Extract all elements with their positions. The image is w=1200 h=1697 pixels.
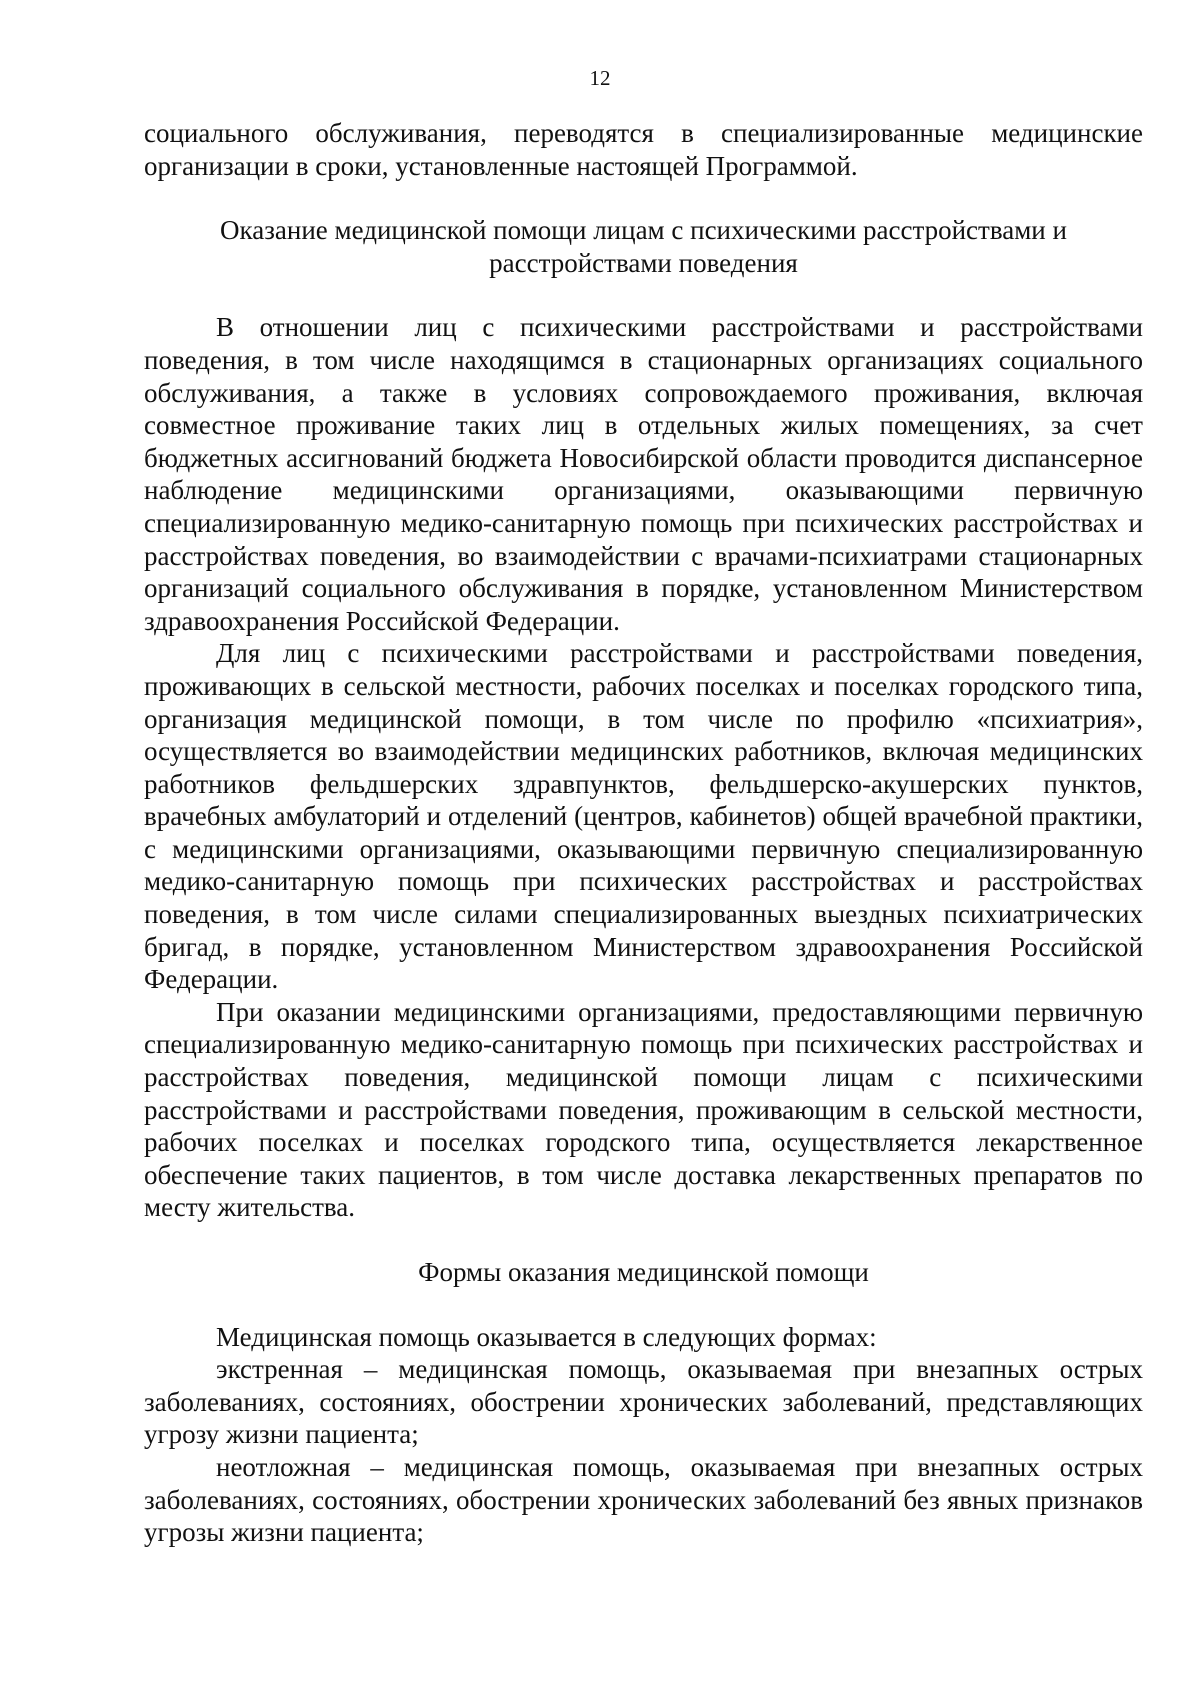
paragraph: При оказании медицинскими организациями, предоставляющими первичную специализированную медико-санитарную помощь при психических расстройствах и расстройствах поведения, медицинской помощи лицам с психическими расстройствами и расстройствами поведения, проживающим в сельской местности, рабочих поселках и поселках городского типа, осуществляется лекарственное обеспечение таких пациентов, в том числе доставка лекарственных препаратов по месту жительства.	[144, 996, 1143, 1223]
section-heading-forms-of-care: Формы оказания медицинской помощи	[418, 1257, 869, 1287]
paragraph: В отношении лиц с психическими расстройствами и расстройствами поведения, в том числе находящимся в стационарных организациях социального обслуживания, а также в условиях сопровождаемого проживания, включая совместное проживание таких лиц в отдельных жилых помещениях, за счет бюджетных ассигнований бюджета Новосибирской области проводится диспансерное наблюдение медицинскими организациями, оказывающими первичную специализированную медико-санитарную помощь при психических расстройствах и расстройствах поведения, во взаимодействии с врачами-психиатрами стационарных организаций социального обслуживания в порядке, установленном Министерством здравоохранения Российской Федерации.	[144, 312, 1143, 636]
paragraph: Медицинская помощь оказывается в следующих формах:	[216, 1321, 877, 1352]
section-heading-mental-health: Оказание медицинской помощи лицам с психическими расстройствами и расстройствами поведения	[220, 215, 1067, 278]
list-item: экстренная – медицинская помощь, оказываемая при внезапных острых заболеваниях, состояниях, обострении хронических заболеваний, представляющих угрозу жизни пациента;	[144, 1354, 1143, 1450]
opening-paragraph: социального обслуживания, переводятся в специализированные медицинские организации в сроки, установленные настоящей Программой.	[144, 118, 1143, 181]
page-number: 12	[589, 66, 611, 90]
list-item: неотложная – медицинская помощь, оказываемая при внезапных острых заболеваниях, состояниях, обострении хронических заболеваний без явных признаков угрозы жизни пациента;	[144, 1451, 1143, 1548]
document-body	[144, 117, 1143, 1549]
paragraph: Для лиц с психическими расстройствами и расстройствами поведения, проживающих в сельской местности, рабочих поселках и поселках городского типа, организация медицинской помощи, в том числе по профилю «психиатрия», осуществляется во взаимодействии медицинских работников, включая медицинских работников фельдшерских здравпунктов, фельдшерско-акушерских пунктов, врачебных амбулаторий и отделений (центров, кабинетов) общей врачебной практики, с медицинскими организациями, оказывающими первичную специализированную медико-санитарную помощь при психических расстройствах и расстройствах поведения, в том числе силами специализированных выездных психиатрических бригад, в порядке, установленном Министерством здравоохранения Российской Федерации.	[144, 638, 1143, 995]
